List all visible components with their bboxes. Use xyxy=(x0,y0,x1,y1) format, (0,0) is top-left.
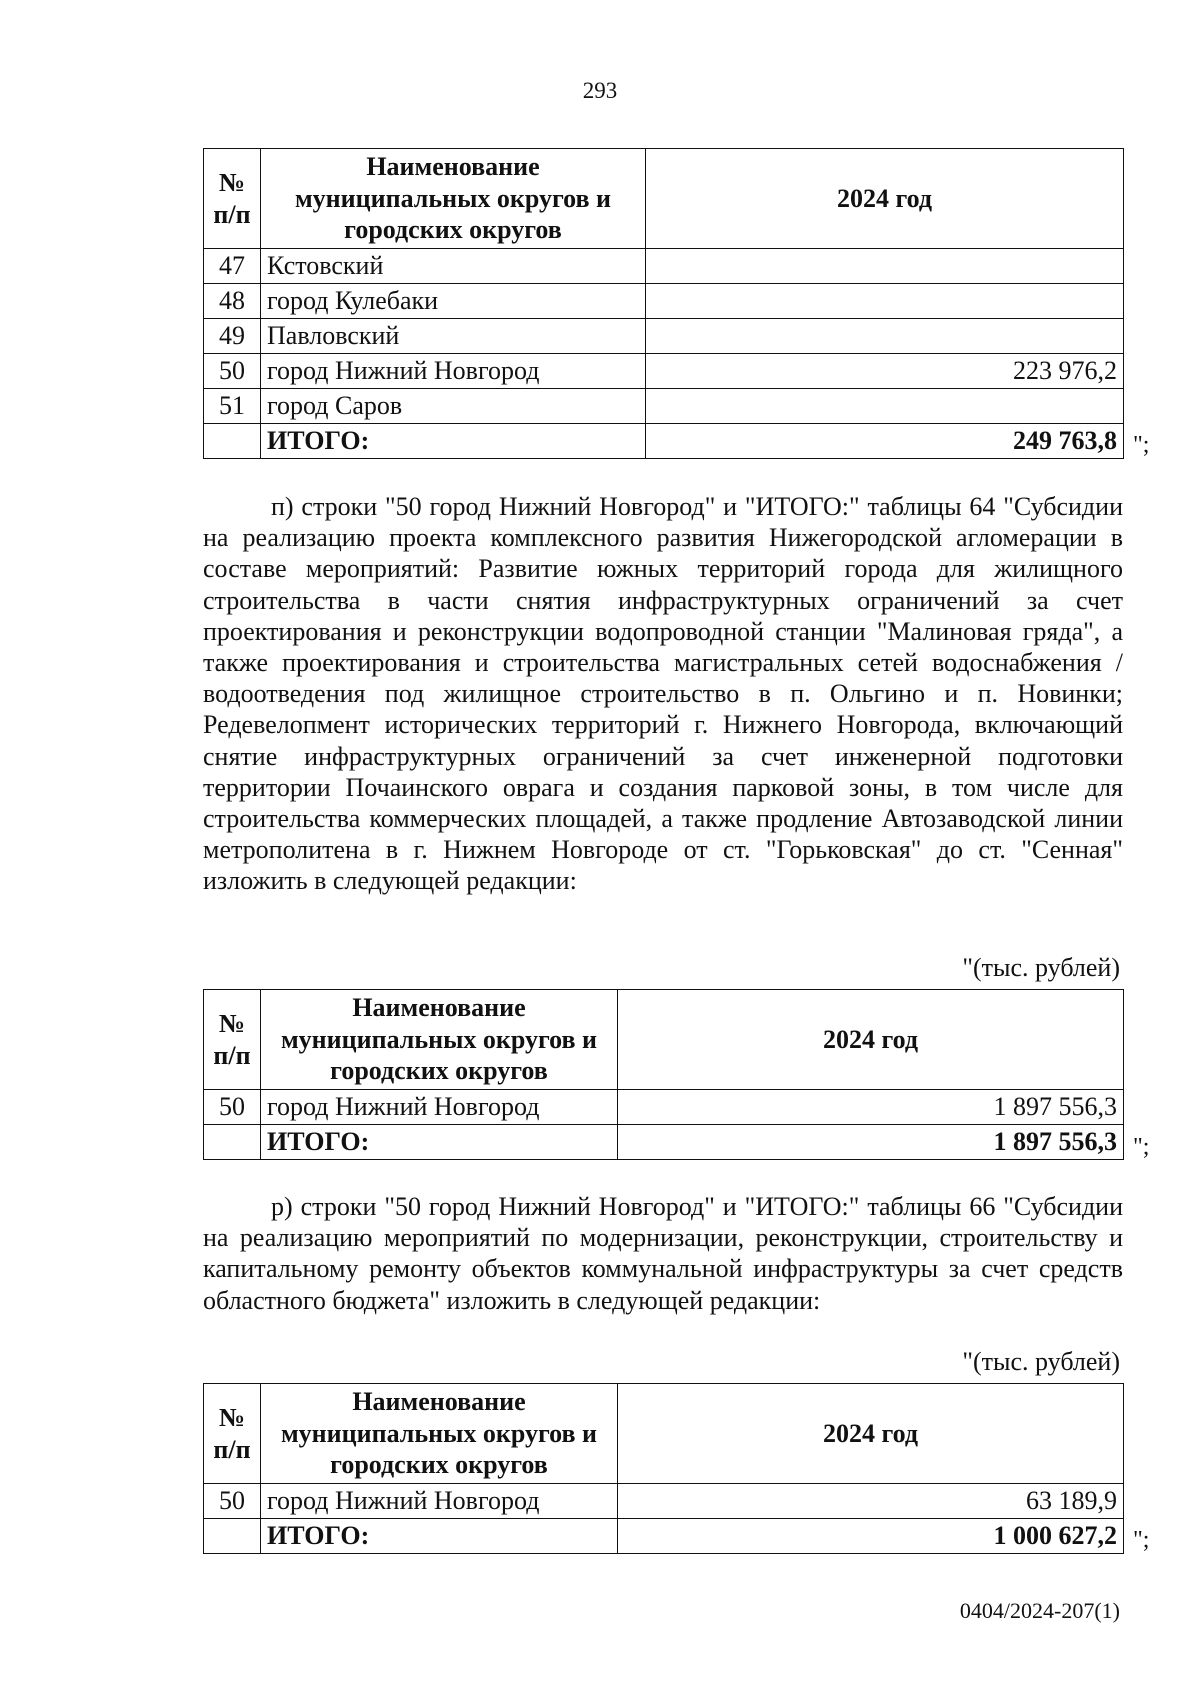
row-name: город Саров xyxy=(261,389,646,424)
table-3 xyxy=(203,1383,1124,1554)
table-1 xyxy=(203,148,1124,459)
row-name: город Нижний Новгород xyxy=(261,354,646,389)
row-name: Кстовский xyxy=(261,249,646,284)
table-row xyxy=(204,319,1124,354)
row-value xyxy=(646,389,1124,424)
total-num xyxy=(204,424,261,459)
header-name: Наименование муниципальных округов и городских округов xyxy=(261,149,646,249)
document-code: 0404/2024-207(1) xyxy=(959,1598,1120,1623)
total-num xyxy=(204,1519,261,1554)
unit-label: "(тыс. рублей) xyxy=(962,1347,1120,1376)
row-num: 50 xyxy=(204,1090,261,1125)
table-row xyxy=(204,284,1124,319)
table-header-row xyxy=(204,1384,1124,1484)
table-row xyxy=(204,1484,1124,1519)
total-value: 249 763,8 xyxy=(646,424,1124,459)
header-name: Наименование муниципальных округов и городских округов xyxy=(261,1384,618,1484)
unit-label: "(тыс. рублей) xyxy=(962,953,1120,982)
row-name: город Нижний Новгород xyxy=(261,1090,618,1125)
table-row xyxy=(204,249,1124,284)
closing-quote: "; xyxy=(1133,1134,1150,1160)
table-header-row xyxy=(204,990,1124,1090)
table-header-row xyxy=(204,149,1124,249)
table-row xyxy=(204,354,1124,389)
closing-quote: "; xyxy=(1133,432,1150,458)
row-num: 49 xyxy=(204,319,261,354)
header-num: № п/п xyxy=(204,1384,261,1484)
row-num: 50 xyxy=(204,1484,261,1519)
row-name: Павловский xyxy=(261,319,646,354)
total-row xyxy=(204,424,1124,459)
table-2 xyxy=(203,989,1124,1160)
total-row xyxy=(204,1519,1124,1554)
total-value: 1 000 627,2 xyxy=(618,1519,1124,1554)
row-num: 48 xyxy=(204,284,261,319)
header-num: № п/п xyxy=(204,990,261,1090)
row-name: город Кулебаки xyxy=(261,284,646,319)
paragraph-p: п) строки "50 город Нижний Новгород" и "ИТОГО:" таблицы 64 "Субсидии на реализацию проекта комплексного развития Нижегородской агломерации в составе мероприятий: Развитие южных территорий города для жилищного строительства в части снятия инфраструктурных ограничений за счет проектирования и реконструкции водопроводной станции "Малиновая гряда", а также проектирования и строительства магистральных сетей водоснабжения / водоотведения под жилищное строительство в п. Ольгино и п. Новинки; Редевелопмент исторических территорий г. Нижнего Новгорода, включающий снятие инфраструктурных ограничений за счет инженерной подготовки территории Почаинского оврага и создания парковой зоны, в том числе для строительства коммерческих площадей, а также продление Автозаводской линии метрополитена в г. Нижнем Новгороде от ст. "Горьковская" до ст. "Сенная" изложить в следующей редакции: xyxy=(203,492,1123,896)
total-value: 1 897 556,3 xyxy=(618,1125,1124,1160)
header-num: № п/п xyxy=(204,149,261,249)
closing-quote: "; xyxy=(1133,1527,1150,1553)
total-row xyxy=(204,1125,1124,1160)
header-year: 2024 год xyxy=(646,149,1124,249)
header-year: 2024 год xyxy=(618,990,1124,1090)
row-value xyxy=(646,319,1124,354)
row-value: 63 189,9 xyxy=(618,1484,1124,1519)
row-value xyxy=(646,284,1124,319)
total-label: ИТОГО: xyxy=(261,1519,618,1554)
total-num xyxy=(204,1125,261,1160)
header-name: Наименование муниципальных округов и городских округов xyxy=(261,990,618,1090)
row-value xyxy=(646,249,1124,284)
row-value: 223 976,2 xyxy=(646,354,1124,389)
paragraph-r: р) строки "50 город Нижний Новгород" и "ИТОГО:" таблицы 66 "Субсидии на реализацию мероприятий по модернизации, реконструкции, строительству и капитальному ремонту объектов коммунальной инфраструктуры за счет средств областного бюджета" изложить в следующей редакции: xyxy=(203,1192,1123,1315)
table-row xyxy=(204,1090,1124,1125)
table-row xyxy=(204,389,1124,424)
row-name: город Нижний Новгород xyxy=(261,1484,618,1519)
page-number: 293 xyxy=(582,78,618,103)
row-num: 51 xyxy=(204,389,261,424)
total-label: ИТОГО: xyxy=(261,424,646,459)
row-num: 50 xyxy=(204,354,261,389)
total-label: ИТОГО: xyxy=(261,1125,618,1160)
header-year: 2024 год xyxy=(618,1384,1124,1484)
row-value: 1 897 556,3 xyxy=(618,1090,1124,1125)
row-num: 47 xyxy=(204,249,261,284)
